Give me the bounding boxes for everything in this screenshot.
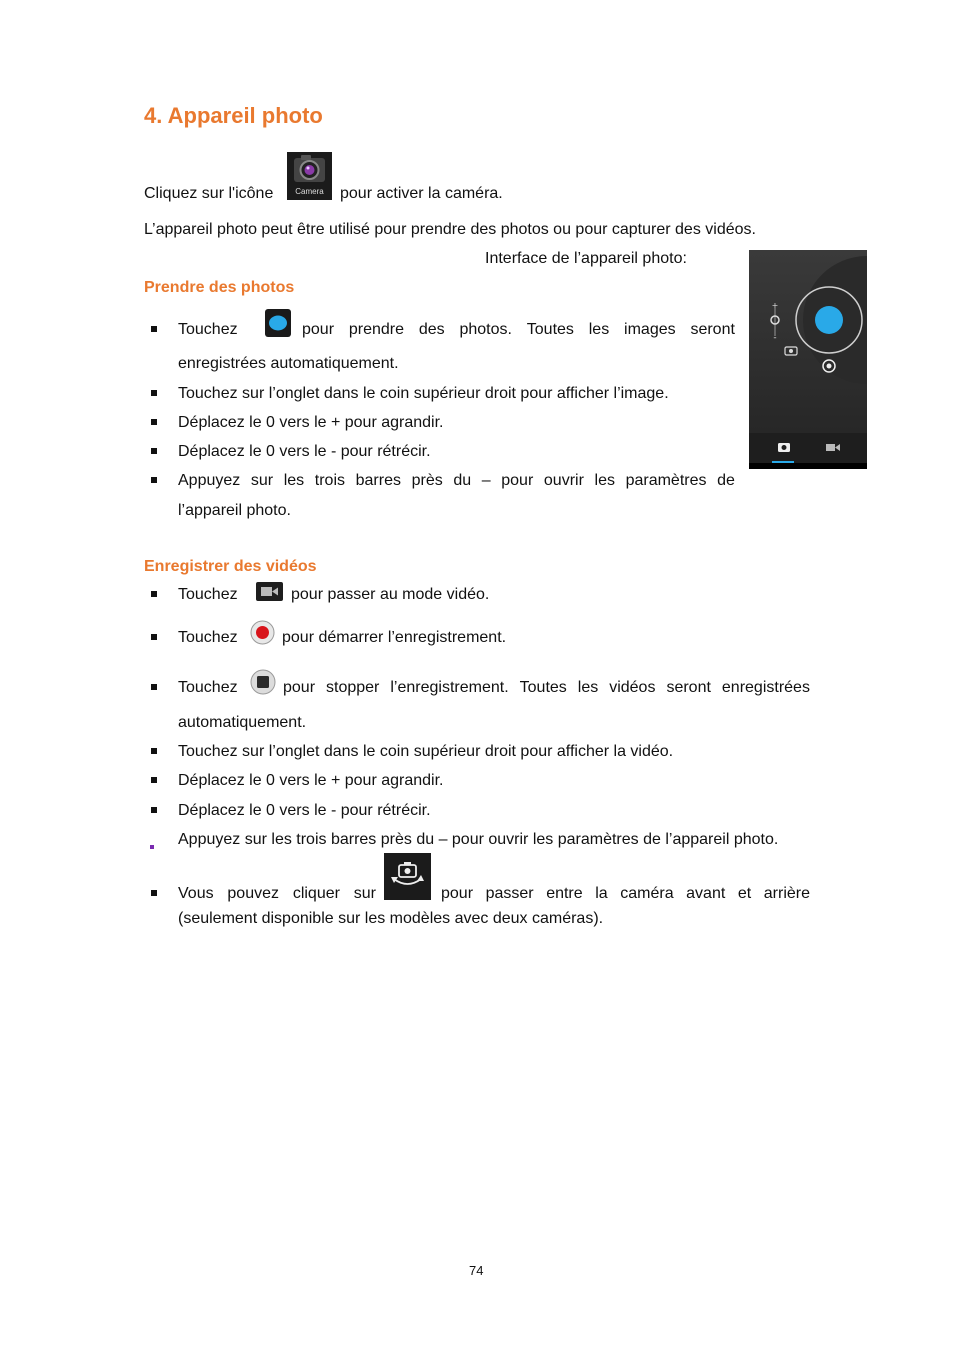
word: du xyxy=(453,472,472,489)
video-mode-icon xyxy=(256,582,283,601)
record-button-icon xyxy=(250,620,275,645)
photos-b1-text xyxy=(302,321,735,339)
bullet-marker xyxy=(151,748,157,754)
word: pouvez xyxy=(227,885,279,902)
camera-interface-screenshot xyxy=(749,250,867,469)
word: pour xyxy=(302,321,335,338)
videos-b8-after xyxy=(441,885,810,903)
bullet-marker xyxy=(151,890,157,896)
word: barres xyxy=(355,472,401,489)
page-number: 74 xyxy=(469,1263,484,1278)
word: les xyxy=(594,472,615,489)
bullet-marker xyxy=(151,807,157,813)
bullet-marker xyxy=(151,591,157,597)
word: images xyxy=(624,321,676,338)
word: photos. xyxy=(459,321,512,338)
section-heading-photos: Prendre des photos xyxy=(144,279,295,296)
word: Vous xyxy=(178,885,214,902)
switch-camera-icon xyxy=(384,853,431,900)
intro-text-before: Cliquez sur l'icône xyxy=(144,185,274,202)
photos-b2: Touchez sur l’onglet dans le coin supérieur droit pour afficher l’image. xyxy=(178,385,669,402)
word: les xyxy=(588,321,610,338)
word: près xyxy=(411,472,443,489)
stop-button-icon xyxy=(250,669,276,695)
word: trois xyxy=(314,472,346,489)
word: paramètres xyxy=(625,472,707,489)
photos-b1-cont: enregistrées automatiquement. xyxy=(178,355,399,372)
word: seront xyxy=(666,679,711,696)
word: de xyxy=(717,472,735,489)
word: les xyxy=(283,472,305,489)
bullet-marker xyxy=(151,684,157,690)
intro-text-after: pour activer la caméra. xyxy=(340,185,503,202)
videos-b1-after: pour passer au mode vidéo. xyxy=(291,586,490,603)
interface-caption: Interface de l’appareil photo: xyxy=(485,250,687,267)
word: des xyxy=(418,321,445,338)
bullet-marker xyxy=(150,845,154,849)
word: Toutes xyxy=(519,679,567,696)
bullet-marker xyxy=(151,419,157,425)
videos-b1-word: Touchez xyxy=(178,586,238,603)
photos-b5-cont: l’appareil photo. xyxy=(178,502,291,519)
camera-app-icon xyxy=(287,152,332,200)
videos-b4: Touchez sur l’onglet dans le coin supérieur droit pour afficher la vidéo. xyxy=(178,743,674,760)
shutter-button-icon xyxy=(265,309,291,337)
word: – xyxy=(481,472,491,489)
word: pour xyxy=(501,472,534,489)
videos-b5: Déplacez le 0 vers le + pour agrandir. xyxy=(178,772,444,789)
videos-b7: Appuyez sur les trois barres près du – pour ouvrir les paramètres de l’appareil photo. xyxy=(178,831,779,848)
page-title: 4. Appareil photo xyxy=(144,103,323,128)
bullet-marker xyxy=(151,326,157,332)
word: passer xyxy=(485,885,534,902)
word: prendre xyxy=(348,321,405,338)
word: sur xyxy=(353,885,376,902)
word: la xyxy=(595,885,608,902)
word: stopper xyxy=(326,679,380,696)
word: vidéos xyxy=(609,679,656,696)
word: l’enregistrement. xyxy=(390,679,509,696)
word: Toutes xyxy=(526,321,574,338)
word: caméra xyxy=(620,885,674,902)
photos-b4: Déplacez le 0 vers le - pour rétrécir. xyxy=(178,443,431,460)
videos-b2-word: Touchez xyxy=(178,629,238,646)
videos-b2-after: pour démarrer l’enregistrement. xyxy=(282,629,507,646)
videos-b3-cont: automatiquement. xyxy=(178,714,307,731)
word: et xyxy=(737,885,752,902)
camera-app-label: Camera xyxy=(295,187,324,196)
photos-b3: Déplacez le 0 vers le + pour agrandir. xyxy=(178,414,444,431)
videos-b3-word: Touchez xyxy=(178,679,238,696)
word: ouvrir xyxy=(543,472,584,489)
bullet-marker xyxy=(151,477,157,483)
bullet-marker xyxy=(151,777,157,783)
bullet-marker xyxy=(151,634,157,640)
intro-paragraph: L’appareil photo peut être utilisé pour prendre des photos ou pour capturer des vidéos. xyxy=(144,221,756,238)
word: pour xyxy=(441,885,474,902)
photos-b1-word: Touchez xyxy=(178,321,238,338)
word: seront xyxy=(690,321,735,338)
videos-b8-before xyxy=(178,885,376,903)
word: pour xyxy=(283,679,316,696)
word: Appuyez xyxy=(178,472,241,489)
videos-b3-text xyxy=(283,679,810,697)
bullet-marker xyxy=(151,448,157,454)
word: avant xyxy=(686,885,726,902)
section-heading-videos: Enregistrer des vidéos xyxy=(144,558,317,575)
photos-b5-text xyxy=(178,472,735,490)
videos-b8-cont: (seulement disponible sur les modèles avec deux caméras). xyxy=(178,910,604,927)
word: cliquer xyxy=(292,885,340,902)
videos-b6: Déplacez le 0 vers le - pour rétrécir. xyxy=(178,802,431,819)
word: enregistrées xyxy=(721,679,810,696)
svg-text:+: + xyxy=(771,301,779,310)
word: arrière xyxy=(763,885,810,902)
word: sur xyxy=(250,472,274,489)
bullet-marker xyxy=(151,390,157,396)
word: entre xyxy=(546,885,583,902)
svg-text:-: - xyxy=(773,333,777,343)
word: les xyxy=(577,679,599,696)
